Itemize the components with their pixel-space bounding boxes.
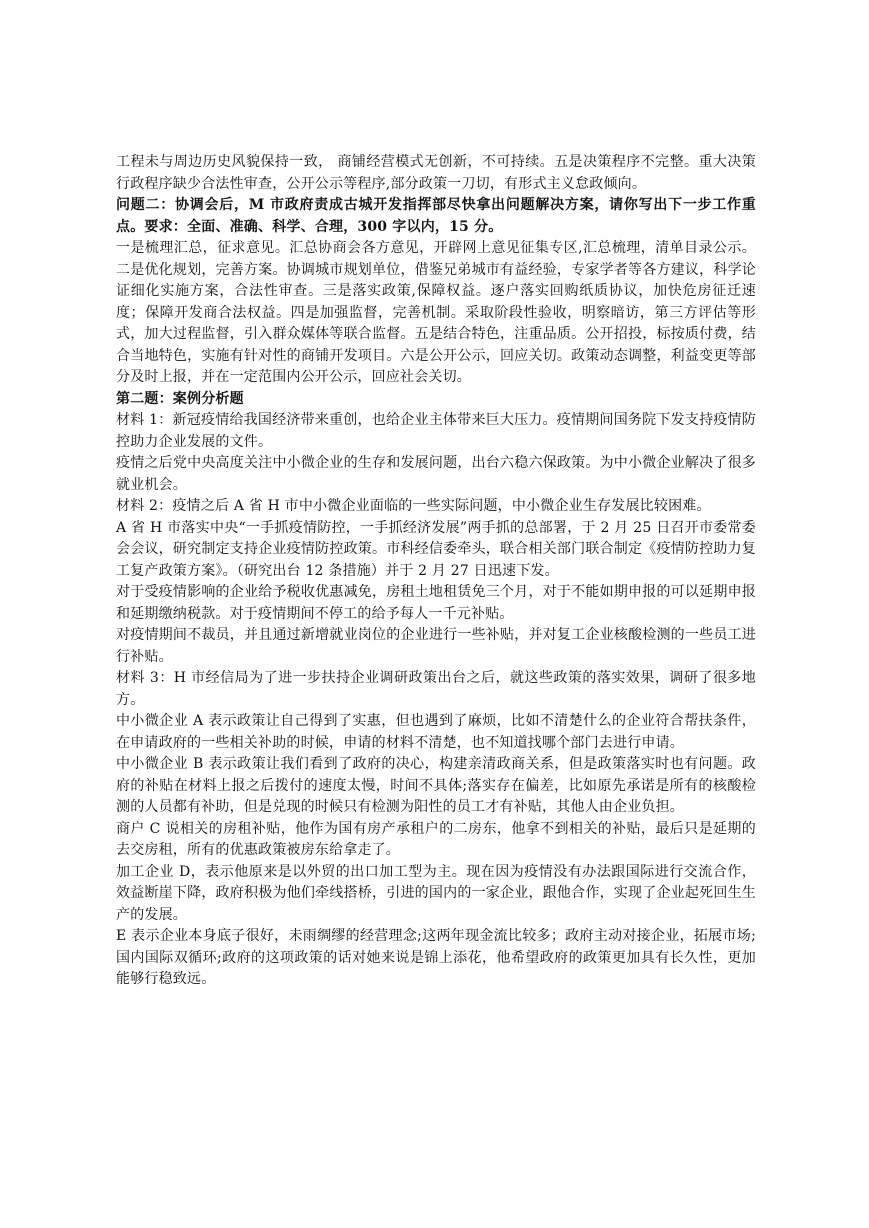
enterprise-e-paragraph: E 表示企业本身底子很好，未雨绸缪的经营理念;这两年现金流比较多；政府主动对接企业，拓展市场;国内国际双循环;政府的这项政策的话对她来说是锦上添花，他希望政府的政策更加具有长久性，更加能够行稳致远。	[116, 928, 756, 987]
material-2-tax-relief: 对于受疫情影响的企业给予税收优惠减免，房租土地租赁免三个月，对于不能如期申报的可以延期申报和延期缴纳税款。对于疫情期间不停工的给予每人一千元补贴。	[116, 584, 756, 622]
enterprise-a-paragraph: 中小微企业 A 表示政策让自己得到了实惠，但也遇到了麻烦，比如不清楚什么的企业符合帮扶条件，在申请政府的一些相关补助的时候，申请的材料不清楚，也不知道找哪个部门去进行申请。	[116, 713, 756, 751]
section-heading-case-analysis: 第二题：案例分析题	[116, 390, 244, 407]
material-3-paragraph: 材料 3：H 市经信局为了进一步扶持企业调研政策出台之后，就这些政策的落实效果，调研了很多地方。	[116, 670, 756, 708]
material-1-followup: 疫情之后党中央高度关注中小微企业的生存和发展问题，出台六稳六保政策。为中小微企业解决了很多就业机会。	[116, 455, 756, 493]
material-2-subsidy: 对疫情期间不裁员，并且通过新增就业岗位的企业进行一些补贴，并对复工企业核酸检测的一些员工进行补贴。	[116, 627, 756, 665]
answer-paragraph: 一是梳理汇总，征求意见。汇总协商会各方意见，开辟网上意见征集专区,汇总梳理，清单目录公示。二是优化规划，完善方案。协调城市规划单位，借鉴兄弟城市有益经验，专家学者等各方建议，科学论证细化实施方案，合法性审查。三是落实政策,保障权益。逐户落实回购纸质协议，加快危房征迁速度；保障开发商合法权益。四是加强监督，完善机制。采取阶段性验收，明察暗访，第三方评估等形式，加大过程监督，引入群众媒体等联合监督。五是结合特色，注重品质。公开招投，标按质付费，结合当地特色，实施有针对性的商铺开发项目。六是公开公示，回应关切。政策动态调整，利益变更等部分及时上报，并在一定范围内公开公示，回应社会关切。	[116, 240, 756, 385]
question-two-heading: 问题二：协调会后，M 市政府责成古城开发指挥部尽快拿出问题解决方案，请你写出下一步工作重点。要求：全面、准确、科学、合理，300 字以内，15 分。	[116, 197, 756, 235]
document-page	[116, 152, 756, 991]
material-2-paragraph: 材料 2：疫情之后 A 省 H 市中小微企业面临的一些实际问题，中小微企业生存发展比较困难。	[116, 498, 711, 514]
material-2-policy: A 省 H 市落实中央“一手抓疫情防控，一手抓经济发展”两手抓的总部署，于 2 月 25 日召开市委常委会会议，研究制定支持企业疫情防控政策。市科经信委牵头，联合相关部门联合制定《疫情防控助力复工复产政策方案》。（研究出台 12 条措施）并于 2 月 27 日迅速下发。	[116, 519, 756, 579]
paragraph-continuation: 工程未与周边历史风貌保持一致， 商铺经营模式无创新，不可持续。五是决策程序不完整。重大决策行政程序缺少合法性审查，公开公示等程序,部分政策一刀切，有形式主义怠政倾向。	[116, 154, 756, 192]
enterprise-d-paragraph: 加工企业 D，表示他原来是以外贸的出口加工型为主。现在因为疫情没有办法跟国际进行交流合作，效益断崖下降，政府积极为他们牵线搭桥，引进的国内的一家企业，跟他合作，实现了企业起死回生生产的发展。	[116, 863, 756, 923]
merchant-c-paragraph: 商户 C 说相关的房租补贴，他作为国有房产承租户的二房东，他拿不到相关的补贴，最后只是延期的去交房租，所有的优惠政策被房东给拿走了。	[116, 820, 756, 858]
material-1-paragraph: 材料 1：新冠疫情给我国经济带来重创，也给企业主体带来巨大压力。疫情期间国务院下发支持疫情防控助力企业发展的文件。	[116, 412, 756, 450]
enterprise-b-paragraph: 中小微企业 B 表示政策让我们看到了政府的决心，构建亲清政商关系，但是政策落实时也有问题。政府的补贴在材料上报之后拨付的速度太慢，时间不具体;落实存在偏差，比如原先承诺是所有的核酸检测的人员都有补助，但是兑现的时候只有检测为阳性的员工才有补贴，其他人由企业负担。	[116, 756, 756, 815]
